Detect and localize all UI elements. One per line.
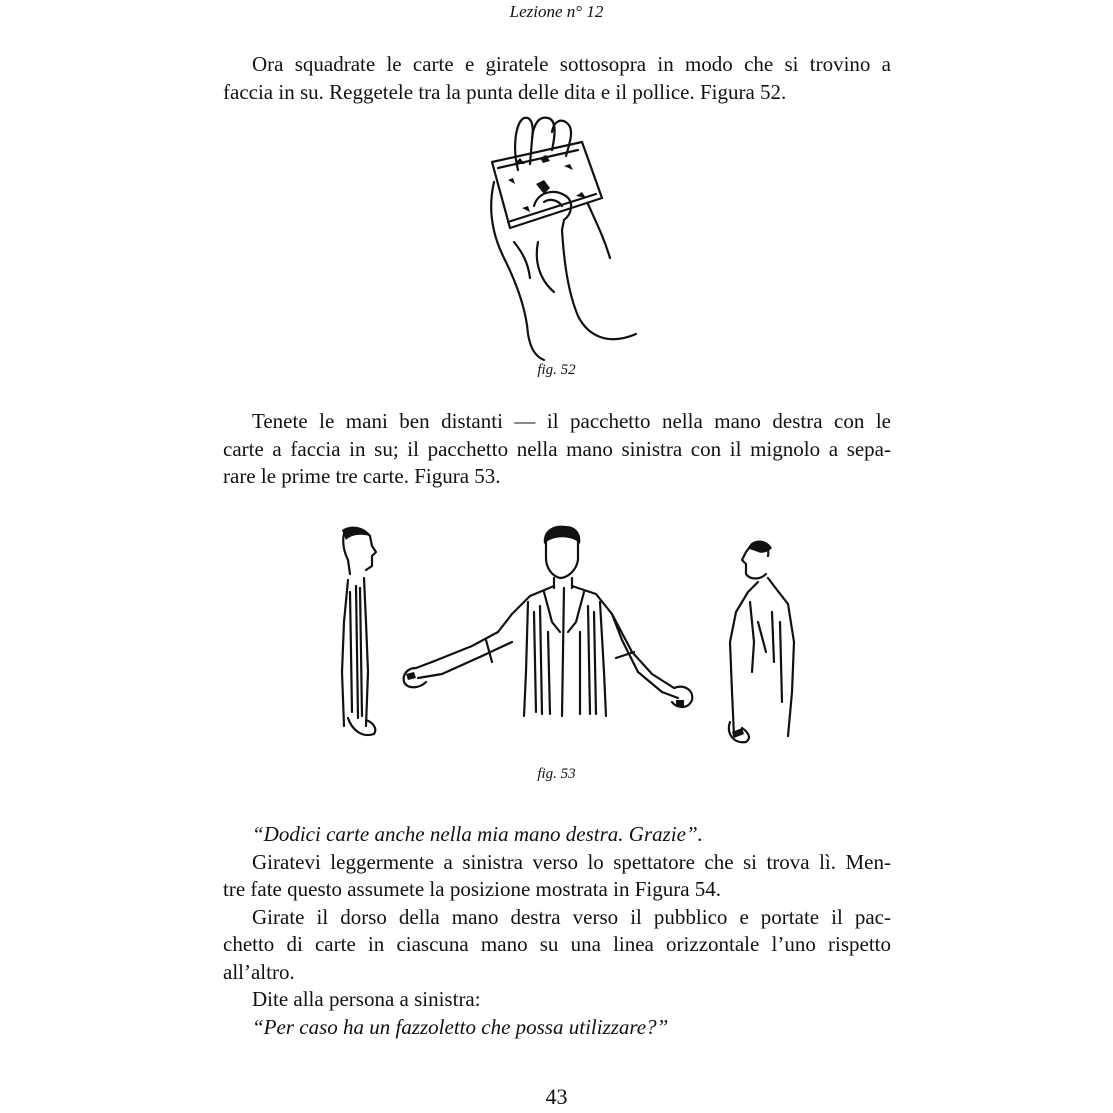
text-line: Ora squadrate le carte e giratele sottosopra in modo che si trovino a [252, 52, 891, 76]
text-line: all’altro. [223, 959, 295, 984]
text-line: faccia in su. Reggetele tra la punta delle dita e il pollice. Figura 52. [223, 79, 787, 104]
quote-fazzoletto: “Per caso ha un fazzoletto che possa utilizzare?” [252, 1014, 669, 1039]
right-spectator [729, 541, 794, 743]
text-line: Giratevi leggermente a sinistra verso lo spettatore che si trova lì. Men- [252, 849, 891, 874]
performer [404, 526, 693, 716]
text-line: rare le prime tre carte. Figura 53. [223, 464, 501, 488]
quote-dodici-carte: “Dodici carte anche nella mia mano destra. Grazie”. [252, 822, 703, 846]
figure-52-hand-holding-cards [478, 112, 648, 362]
figure-53-three-figures [322, 522, 802, 754]
page-number: 43 [545, 1084, 568, 1109]
figure-53-caption: fig. 53 [537, 766, 576, 782]
paragraph-final-section [223, 821, 891, 1041]
text-line: Girate il dorso della mano destra verso il pubblico e portate il pac- [252, 904, 891, 929]
text-line: chetto di carte in ciascuna mano su una linea orizzontale l’uno rispetto [223, 932, 891, 956]
left-spectator [342, 527, 376, 735]
text-line: Tenete le mani ben distanti — il pacchetto nella mano destra con le [252, 409, 891, 433]
text-line: tre fate questo assumete la posizione mostrata in Figura 54. [223, 877, 722, 901]
text-line: carte a faccia in su; il pacchetto nella mano sinistra con il mignolo a sepa- [223, 436, 891, 461]
text-line: Dite alla persona a sinistra: [252, 987, 481, 1011]
paragraph-tenete [223, 408, 891, 491]
paragraph-squadrate [223, 51, 891, 106]
figure-52-caption: fig. 52 [537, 362, 576, 378]
running-header: Lezione n° 12 [509, 2, 604, 21]
